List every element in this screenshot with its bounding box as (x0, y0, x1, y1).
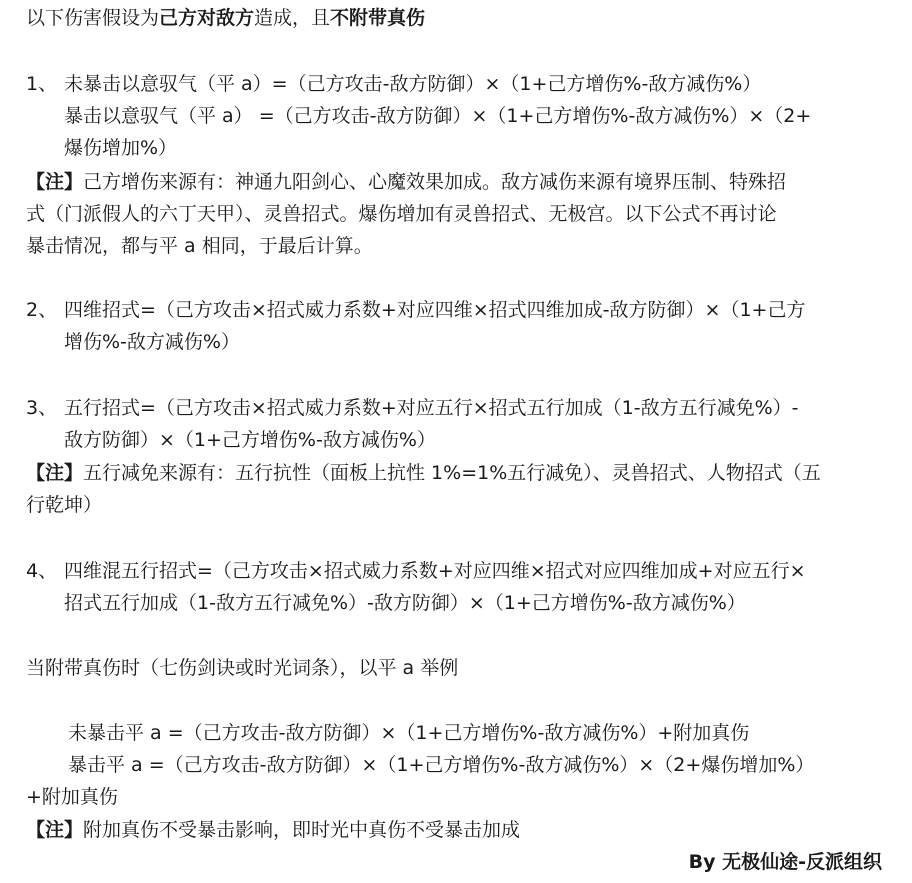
section1-note-line3: 暴击情况，都与平 a 相同，于最后计算。 (26, 235, 373, 257)
section2-formula: 四维招式=（己方攻击×招式威力系数+对应四维×招式四维加成-敌方防御）×（1+己方 (64, 299, 806, 321)
section4-formula-cont: 招式五行加成（1-敌方五行减免%）-敌方防御）×（1+己方增伤%-敌方减伤%） (64, 592, 746, 614)
intro-bold-notrue: 不附带真伤 (330, 7, 426, 29)
section1-note-label: 【注】 (26, 171, 84, 193)
section3-formula: 五行招式=（己方攻击×招式威力系数+对应五行×招式五行加成（1-敌方五行减免%）- (64, 397, 799, 419)
truedamage-formula-crit: 暴击平 a =（己方攻击-敌方防御）×（1+己方增伤%-敌方减伤%）×（2+爆伤增加%） (68, 754, 815, 776)
section3-line1 (26, 392, 799, 424)
section3-note-label: 【注】 (26, 462, 84, 484)
section1-note (26, 166, 786, 198)
section3-note (26, 457, 821, 489)
truedamage-note-label: 【注】 (26, 819, 84, 841)
section1-note-line1: 己方增伤来源有：神通九阳剑心、心魔效果加成。敌方减伤来源有境界压制、特殊招 (83, 171, 787, 193)
intro-bold-party: 己方对敌方 (159, 7, 255, 29)
section3-note-line1: 五行减免来源有：五行抗性（面板上抗性 1%=1%五行减免）、灵兽招式、人物招式（五 (83, 462, 821, 484)
section4-number: 4、 (26, 560, 58, 582)
section3-number: 3、 (26, 397, 58, 419)
section1-formula-crit: 暴击以意驭气（平 a） =（己方攻击-敌方防御）×（1+己方增伤%-敌方减伤%）×（2+ (64, 105, 812, 127)
author-signature: By 无极仙途-反派组织 (688, 851, 882, 873)
section2-formula-cont: 增伤%-敌方减伤%） (64, 331, 240, 353)
section2-number: 2、 (26, 299, 58, 321)
section3-note-line2: 行乾坤） (26, 494, 103, 516)
intro-prefix: 以下伤害假设为 (26, 7, 160, 29)
section1-note-line2: 式（门派假人的六丁天甲）、灵兽招式。爆伤增加有灵兽招式、无极宫。以下公式不再讨论 (26, 203, 777, 225)
section4-line1 (26, 555, 806, 587)
truedamage-note-line1: 附加真伤不受暴击影响，即时光中真伤不受暴击加成 (83, 819, 521, 841)
section1-number: 1、 (26, 73, 58, 95)
section1-line1 (26, 68, 761, 100)
truedamage-formula-noncrit: 未暴击平 a =（己方攻击-敌方防御）×（1+己方增伤%-敌方减伤%）+附加真伤 (68, 722, 750, 744)
truedamage-note (26, 814, 520, 846)
section4-formula: 四维混五行招式=（己方攻击×招式威力系数+对应四维×招式对应四维加成+对应五行× (64, 560, 806, 582)
intro-line (26, 2, 425, 34)
section3-formula-cont: 敌方防御）×（1+己方增伤%-敌方减伤%） (64, 429, 436, 451)
truedamage-formula-crit-cont: +附加真伤 (26, 786, 118, 808)
section1-formula-crit-cont: 爆伤增加%） (64, 137, 178, 159)
section2-line1 (26, 294, 805, 326)
intro-mid: 造成，且 (254, 7, 331, 29)
section1-formula-noncrit: 未暴击以意驭气（平 a）=（己方攻击-敌方防御）×（1+己方增伤%-敌方减伤%） (64, 73, 762, 95)
truedamage-intro: 当附带真伤时（七伤剑诀或时光词条），以平 a 举例 (26, 657, 459, 679)
